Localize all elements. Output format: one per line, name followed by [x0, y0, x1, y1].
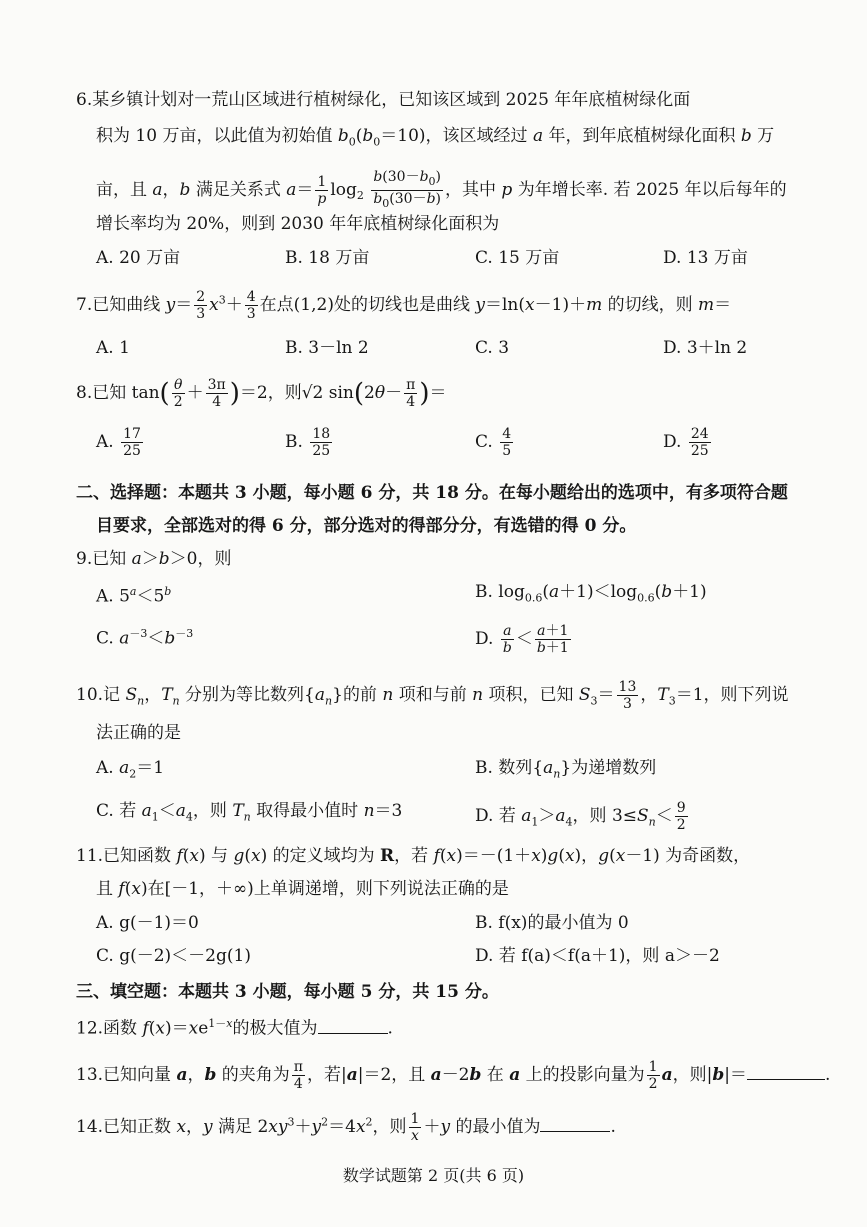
q10-option-a: A. $a_2=1$ [96, 758, 165, 781]
answer-blank-14[interactable] [540, 1117, 610, 1132]
q6-line4: 增长率均为 20%，则到 2030 年年底植树绿化面积为 [96, 214, 500, 234]
q10-line1: 10.记 $S_n$，$T_n$ 分别为等比数列$\{a_n\}$的前 n 项和与前 n 项积，已知 $S_3=$ $\frac{13}{3}$ ，$T_3=1$，则下列说 [76, 679, 789, 712]
q6-option-c: C. 15 万亩 [475, 248, 560, 268]
q14-stem: 14.已知正数 x，y 满足 $2xy^3+y^2=4x^2$，则 $\frac{1}{x}$ ＋y 的最小值为 . [76, 1111, 616, 1144]
q9-option-d: D. $\frac{a}{b}$ ＜ $\frac{a+1}{b+1}$ [475, 623, 569, 656]
q10-option-b: B. 数列$\{a_n\}$为递增数列 [475, 758, 657, 781]
q9-option-b: B. $\log_{0.6}(a+1)<\log_{0.6}(b+1)$ [475, 582, 707, 605]
q10-line2: 法正确的是 [96, 723, 181, 743]
q11-option-c: C. g(－2)＜－2g(1) [96, 946, 251, 966]
section2-heading-cont: 目要求，全部选对的得 6 分，部分选对的得部分分，有选错的得 0 分。 [96, 516, 637, 536]
answer-blank-12[interactable] [318, 1019, 388, 1034]
q11-line1: 11.已知函数 f(x) 与 g(x) 的定义域均为 R，若 f(x)＝－(1＋x)g(x)，g(x－1) 为奇函数， [76, 846, 751, 866]
answer-blank-13[interactable] [747, 1065, 825, 1080]
q9-stem: 9.已知 a＞b＞0，则 [76, 549, 232, 569]
q9-option-a: A. $5^a<5^b$ [96, 585, 172, 607]
q7-option-a: A. 1 [96, 338, 130, 358]
q11-option-b: B. f(x)的最小值为 0 [475, 913, 629, 933]
q11-line2: 且 f(x)在[－1，＋∞)上单调递增，则下列说法正确的是 [96, 879, 509, 899]
q6-option-a: A. 20 万亩 [96, 248, 181, 268]
q10-option-c: C. 若 $a_1<a_4$，则 $T_n$ 取得最小值时 n＝3 [96, 801, 403, 824]
q6-line2: 积为 10 万亩，以此值为初始值 $b_0(b_0=10)$，该区域经过 a 年，到年底植树绿化面积 b 万 [96, 126, 775, 149]
q9-option-c: C. $a^{-3}<b^{-3}$ [96, 627, 194, 649]
q6-option-d: D. 13 万亩 [663, 248, 748, 268]
q8-option-a: A. $\frac{17}{25}$ [96, 426, 141, 459]
q8-stem: 8.已知 tan( $\frac{\theta}{2}$ ＋ $\frac{3\pi}{4}$ )＝2，则√2 sin(2θ－ $\frac{\pi}{4}$ )＝ [76, 377, 447, 410]
q8-option-c: C. $\frac{4}{5}$ [475, 426, 512, 459]
page-footer: 数学试题第 2 页(共 6 页) [342, 1166, 525, 1185]
q10-option-d: D. 若 $a_1>a_4$，则 $3\le S_n<$ $\frac{9}{2}$ [475, 800, 686, 833]
q11-option-d: D. 若 f(a)＜f(a＋1)，则 a＞－2 [475, 946, 720, 966]
q12-stem: 12.函数 $f(x)=xe^{1-x}$的极大值为 . [76, 1017, 393, 1039]
q7-option-d: D. 3＋ln 2 [663, 338, 748, 358]
q6-option-b: B. 18 万亩 [285, 248, 370, 268]
q13-stem: 13.已知向量 a，b 的夹角为 $\frac{\pi}{4}$ ，若|a|＝2，且 a－2b 在 a 上的投影向量为 $\frac{1}{2}$ a，则|b|＝ . [76, 1059, 831, 1092]
q7-option-c: C. 3 [475, 338, 510, 358]
q7-option-b: B. 3－ln 2 [285, 338, 369, 358]
section3-heading: 三、填空题：本题共 3 小题，每小题 5 分，共 15 分。 [76, 982, 499, 1002]
q11-option-a: A. g(－1)＝0 [96, 913, 199, 933]
section2-heading: 二、选择题：本题共 3 小题，每小题 6 分，共 18 分。在每小题给出的选项中，有多项符合题 [76, 483, 788, 503]
q6-line1: 6.某乡镇计划对一荒山区域进行植树绿化，已知该区域到 2025 年年底植树绿化面 [76, 90, 691, 110]
q8-option-b: B. $\frac{18}{25}$ [285, 426, 331, 459]
q6-line3: 亩，且 a，b 满足关系式 a＝ $\frac{1}{p}$ $\log_2$ $\frac{b(30-b_0)}{b_0(30-b)}$ ，其中 p 为年增长率. 若 2025 年以后每年的 [96, 169, 787, 210]
q8-option-d: D. $\frac{24}{25}$ [663, 426, 709, 459]
q7-stem: 7.已知曲线 y＝ $\frac{2}{3}$ $x^3+$ $\frac{4}{3}$ 在点(1,2)处的切线也是曲线 y＝ln(x－1)＋m 的切线，则 m＝ [76, 289, 732, 322]
